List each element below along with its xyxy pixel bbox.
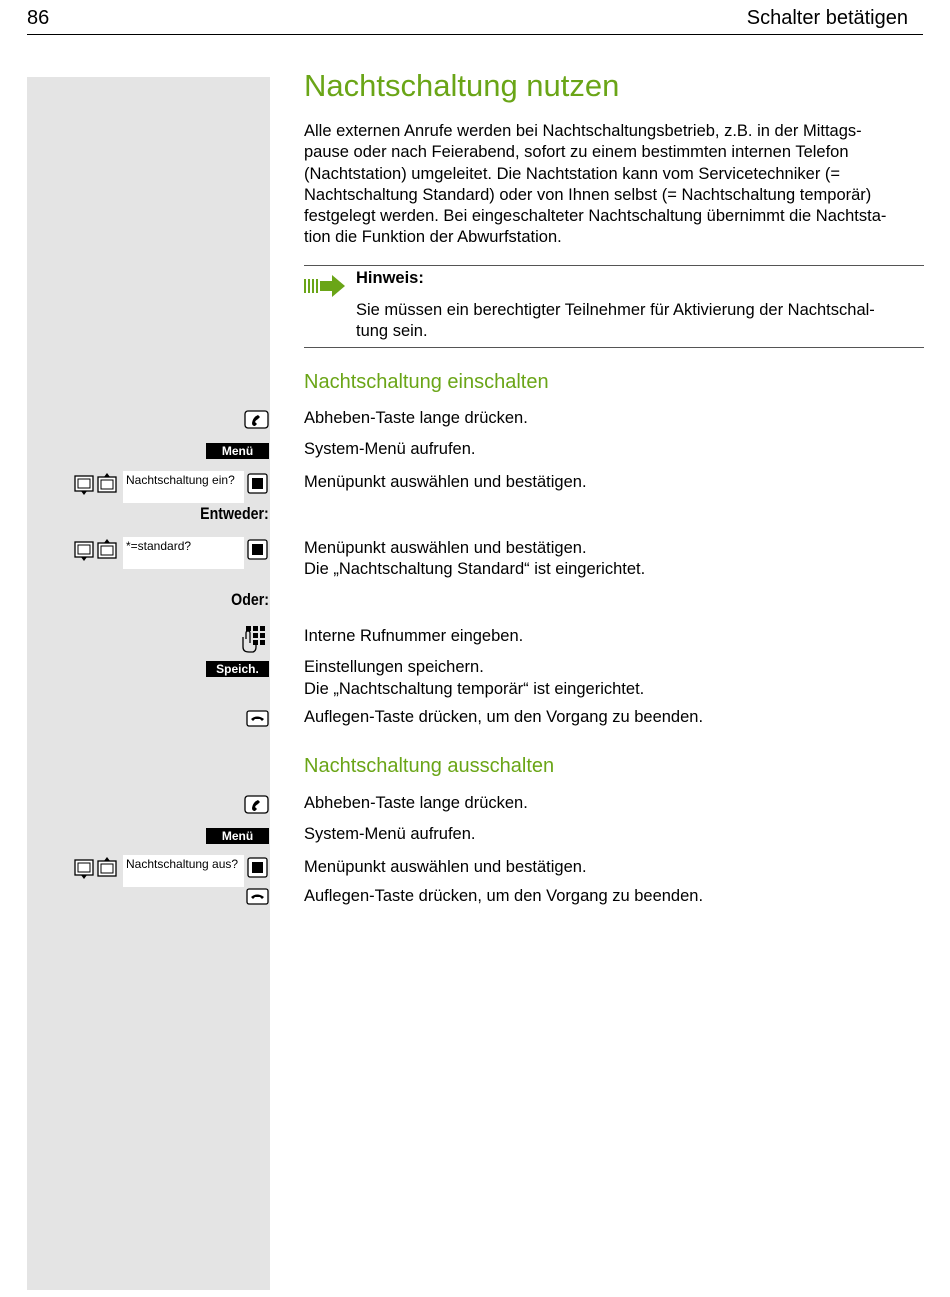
step-text: Auflegen-Taste drücken, um den Vorgang zu beenden. — [304, 708, 704, 726]
step-text: Abheben-Taste lange drücken. — [304, 409, 528, 427]
navigation-up-icon — [96, 538, 118, 560]
header-rule — [27, 34, 923, 35]
step-text: Menüpunkt auswählen und bestätigen. — [304, 858, 587, 876]
instruction-sidebar — [27, 77, 270, 1290]
intro-line: festgelegt werden. Bei eingeschalteter Nachtschaltung übernimmt die Nachtsta- — [304, 207, 887, 226]
step-text: System-Menü aufrufen. — [304, 440, 476, 458]
hint-line: Sie müssen ein berechtigter Teilnehmer für Aktivierung der Nachtschal- — [356, 301, 875, 319]
hint-text — [356, 300, 875, 343]
save-softkey: Speich. — [206, 661, 269, 677]
off-hook-key-icon — [244, 410, 269, 429]
navigation-down-icon — [73, 474, 95, 496]
step-text: System-Menü aufrufen. — [304, 825, 476, 843]
ok-key-icon — [247, 857, 268, 878]
intro-line: Alle externen Anrufe werden bei Nachtschaltungsbetrieb, z.B. in der Mittags- — [304, 122, 862, 140]
step-text: Die „Nachtschaltung temporär“ ist eingerichtet. — [304, 680, 645, 698]
step-text: Auflegen-Taste drücken, um den Vorgang zu beenden. — [304, 887, 704, 905]
page-number: 86 — [27, 7, 50, 29]
step-text: Die „Nachtschaltung Standard“ ist eingerichtet. — [304, 560, 646, 578]
intro-line: Nachtschaltung Standard) oder von Ihnen selbst (= Nachtschaltung temporär) — [304, 185, 872, 204]
navigation-up-icon — [96, 856, 118, 878]
intro-line: pause oder nach Feierabend, sofort zu einem bestimmten internen Telefon — [304, 143, 849, 162]
navigation-down-icon — [73, 540, 95, 562]
arrow-hint-icon — [304, 274, 346, 298]
intro-line: (Nachtstation) umgeleitet. Die Nachtstation kann vom Servicetechniker (= — [304, 164, 841, 183]
step-text: Menüpunkt auswählen und bestätigen. — [304, 539, 587, 557]
display-menu-item: Nachtschaltung aus? — [123, 855, 244, 887]
step-text: Abheben-Taste lange drücken. — [304, 794, 528, 812]
off-hook-key-icon — [244, 795, 269, 814]
navigation-down-icon — [73, 858, 95, 880]
step-text: Einstellungen speichern. — [304, 658, 484, 676]
hint-bottom-rule — [304, 347, 924, 348]
label-or: Oder: — [231, 591, 269, 609]
menu-softkey: Menü — [206, 443, 269, 459]
on-hook-key-icon — [246, 888, 269, 905]
intro-line: tion die Funktion der Abwurfstation. — [304, 228, 562, 247]
ok-key-icon — [247, 539, 268, 560]
ok-key-icon — [247, 473, 268, 494]
section-heading-on: Nachtschaltung einschalten — [304, 371, 549, 393]
step-text: Menüpunkt auswählen und bestätigen. — [304, 473, 587, 491]
keypad-icon — [240, 625, 269, 653]
menu-softkey: Menü — [206, 828, 269, 844]
section-heading-off: Nachtschaltung ausschalten — [304, 755, 555, 777]
hint-top-rule — [304, 265, 924, 266]
display-menu-item: Nachtschaltung ein? — [123, 471, 244, 503]
intro-paragraph — [304, 121, 929, 249]
navigation-up-icon — [96, 472, 118, 494]
on-hook-key-icon — [246, 710, 269, 727]
page-title: Nachtschaltung nutzen — [304, 68, 620, 103]
label-either: Entweder: — [200, 505, 269, 523]
display-menu-item: *=standard? — [123, 537, 244, 569]
step-text: Interne Rufnummer eingeben. — [304, 627, 524, 645]
running-header: Schalter betätigen — [746, 7, 908, 29]
hint-line: tung sein. — [356, 322, 428, 341]
hint-title: Hinweis: — [356, 269, 424, 287]
